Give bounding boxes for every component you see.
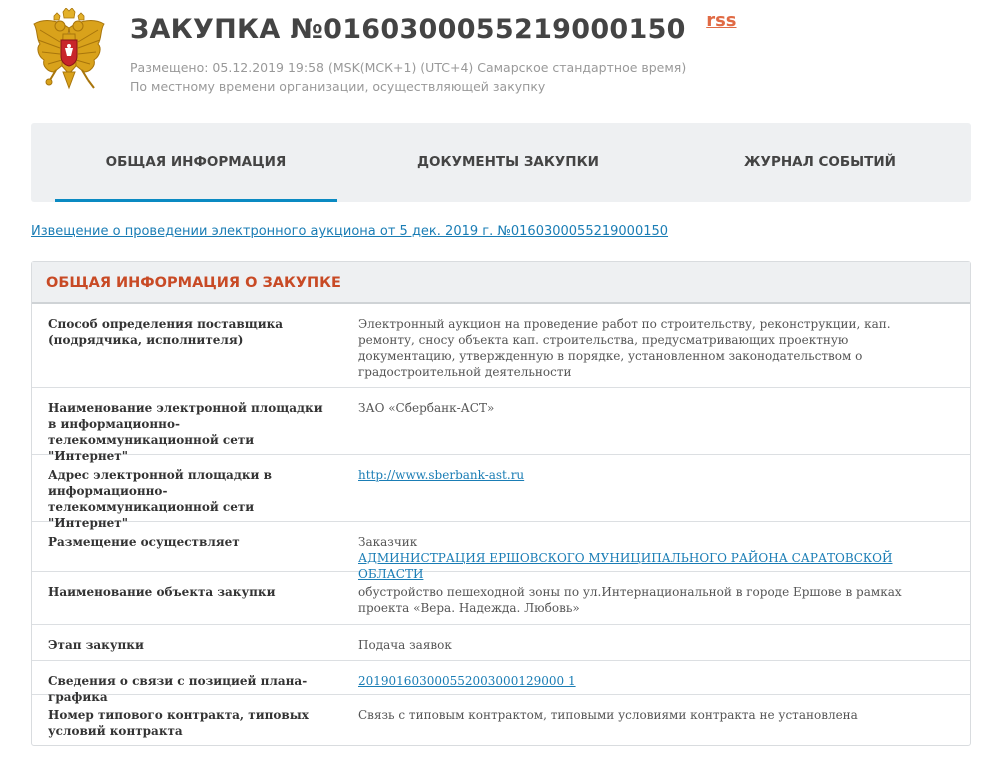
title-block bbox=[130, 10, 737, 45]
local-time-note: По местному времени организации, осуществляющей закупку bbox=[130, 79, 546, 94]
section-title: ОБЩАЯ ИНФОРМАЦИЯ О ЗАКУПКЕ bbox=[32, 262, 970, 304]
row-label: Этап закупки bbox=[48, 638, 144, 652]
row-value: Подача заявок bbox=[358, 638, 452, 652]
tab-bar bbox=[31, 123, 971, 202]
row-label: Наименование электронной площадки в информационно-телекоммуникационной сети "Интернет" bbox=[48, 401, 323, 463]
table-row-placement bbox=[32, 522, 970, 581]
page-title: ЗАКУПКА №0160300055219000150 bbox=[130, 14, 686, 45]
table-row-plan-schedule bbox=[32, 661, 970, 704]
row-label: Размещение осуществляет bbox=[48, 535, 240, 549]
table-row-platform-name bbox=[32, 388, 970, 463]
tab-general-info[interactable]: ОБЩАЯ ИНФОРМАЦИЯ bbox=[55, 123, 337, 202]
posted-meta bbox=[130, 58, 686, 96]
row-value bbox=[358, 467, 948, 483]
row-label: Способ определения поставщика (подрядчика, исполнителя) bbox=[48, 317, 284, 347]
row-value: ЗАО «Сбербанк-АСТ» bbox=[358, 401, 495, 415]
row-value: Электронный аукцион на проведение работ по строительству, реконструкции, кап. ремонту, сносу объекта кап. строительства, предусматривающих проектную документацию, утвержденную в порядке, установленном законодательством о градостроительной деятельности bbox=[358, 317, 891, 379]
table-row-standard-contract bbox=[32, 695, 970, 745]
customer-role: Заказчик bbox=[358, 535, 418, 549]
posted-date: Размещено: 05.12.2019 19:58 (MSK(МСК+1) (UTC+4) Самарское стандартное время) bbox=[130, 60, 687, 75]
general-info-section bbox=[31, 261, 971, 746]
table-row-platform-address bbox=[32, 455, 970, 530]
tab-documents[interactable]: ДОКУМЕНТЫ ЗАКУПКИ bbox=[417, 154, 599, 170]
table-row-object-name bbox=[32, 572, 970, 625]
page-header bbox=[30, 8, 990, 108]
table-row-stage bbox=[32, 625, 970, 661]
plan-schedule-link[interactable]: 201901603000552003000129000 1 bbox=[358, 674, 576, 688]
customer-link[interactable]: АДМИНИСТРАЦИЯ ЕРШОВСКОГО МУНИЦИПАЛЬНОГО РАЙОНА САРАТОВСКОЙ ОБЛАСТИ bbox=[358, 551, 893, 581]
notice-link[interactable]: Извещение о проведении электронного аукциона от 5 дек. 2019 г. №0160300055219000150 bbox=[31, 224, 669, 239]
tab-event-log[interactable]: ЖУРНАЛ СОБЫТИЙ bbox=[744, 154, 896, 170]
row-value bbox=[358, 673, 948, 689]
table-row-supplier-method bbox=[32, 304, 970, 388]
row-value: обустройство пешеходной зоны по ул.Интернациональной в городе Ершове в рамках проекта «Вера. Надежда. Любовь» bbox=[358, 585, 902, 615]
row-label: Адрес электронной площадки в информационно-телекоммуникационной сети "Интернет" bbox=[48, 468, 272, 530]
rss-link[interactable]: rss bbox=[706, 10, 737, 31]
row-value: Связь с типовым контрактом, типовыми условиями контракта не установлена bbox=[358, 708, 858, 722]
row-label: Наименование объекта закупки bbox=[48, 585, 276, 599]
row-label: Сведения о связи с позицией плана-графика bbox=[48, 674, 308, 704]
row-label: Номер типового контракта, типовых условий контракта bbox=[48, 708, 309, 738]
russian-coat-of-arms-icon bbox=[30, 8, 108, 94]
platform-url-link[interactable]: http://www.sberbank-ast.ru bbox=[358, 468, 525, 482]
